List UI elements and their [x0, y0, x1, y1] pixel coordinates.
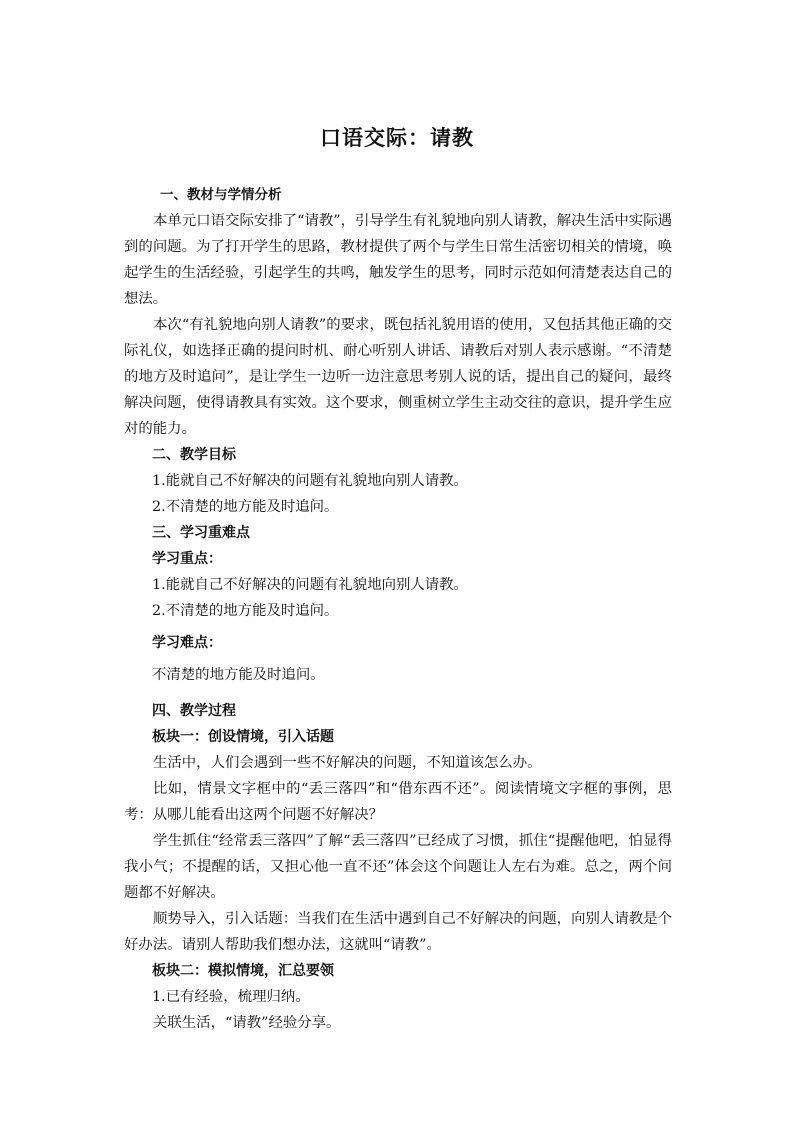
document-title: 口语交际：请教 — [320, 126, 474, 150]
block-heading-2: 板块二：模拟情境，汇总要领 — [152, 963, 334, 979]
list-item: 2.不清楚的地方能及时追问。 — [152, 603, 339, 619]
paragraph: 顺势导入，引入话题：当我们在生活中遇到自己不好解决的问题，向别人请教是个好办法。请别人帮助我们想办法，这就叫“请教”。 — [124, 911, 672, 953]
list-item: 2.不清楚的地方能及时追问。 — [152, 499, 339, 515]
section-heading-analysis: 一、教材与学情分析 — [160, 187, 282, 203]
list-item: 1.能就自己不好解决的问题有礼貌地向别人请教。 — [152, 473, 468, 489]
paragraph: 本单元口语交际安排了“请教”，引导学生有礼貌地向别人请教，解决生活中实际遇到的问题。为了打开学生的思路，教材提供了两个与学生日常生活密切相关的情境，唤起学生的生活经验，引起学生的共鸣，触发学生的思考，同时示范如何清楚表达自己的想法。 — [124, 213, 672, 307]
document-body — [124, 182, 672, 1036]
paragraph: 本次“有礼貌地向别人请教”的要求，既包括礼貌用语的使用，又包括其他正确的交际礼仪，如选择正确的提问时机、耐心听别人讲话、请教后对别人表示感谢。“不清楚的地方及时追问”，是让学生一边听一边注意思考别人说的话，提出自己的疑问，最终解决问题，使得请教具有实效。这个要求，侧重树立学生主动交往的意识，提升学生应对的能力。 — [124, 317, 672, 437]
paragraph: 学生抓住“经常丢三落四”了解“丢三落四”已经成了习惯，抓住“提醒他吧，怕显得我小气；不提醒的话，又担心他一直不还”体会这个问题让人左右为难。总之，两个问题都不好解决。 — [124, 833, 672, 901]
section-heading-goals: 二、教学目标 — [152, 447, 236, 463]
section-heading-key-points: 三、学习重难点 — [152, 525, 250, 541]
paragraph: 比如，情景文字框中的“丢三落四”和“借东西不还”。阅读情境文字框的事例，思考：从哪儿能看出这两个问题不好解决？ — [124, 781, 672, 823]
subheading-difficulty: 学习难点： — [152, 635, 222, 651]
list-item: 1.已有经验，梳理归纳。 — [152, 989, 310, 1005]
difficulty-text: 不清楚的地方能及时追问。 — [152, 667, 325, 683]
paragraph: 生活中，人们会遇到一些不好解决的问题，不知道该怎么办。 — [153, 755, 542, 771]
paragraph: 关联生活，“请教”经验分享。 — [153, 1015, 341, 1031]
subheading-key: 学习重点： — [152, 551, 222, 567]
block-heading-1: 板块一：创设情境，引入话题 — [152, 729, 334, 745]
section-heading-process: 四、教学过程 — [152, 703, 236, 719]
list-item: 1.能就自己不好解决的问题有礼貌地向别人请教。 — [152, 577, 468, 593]
